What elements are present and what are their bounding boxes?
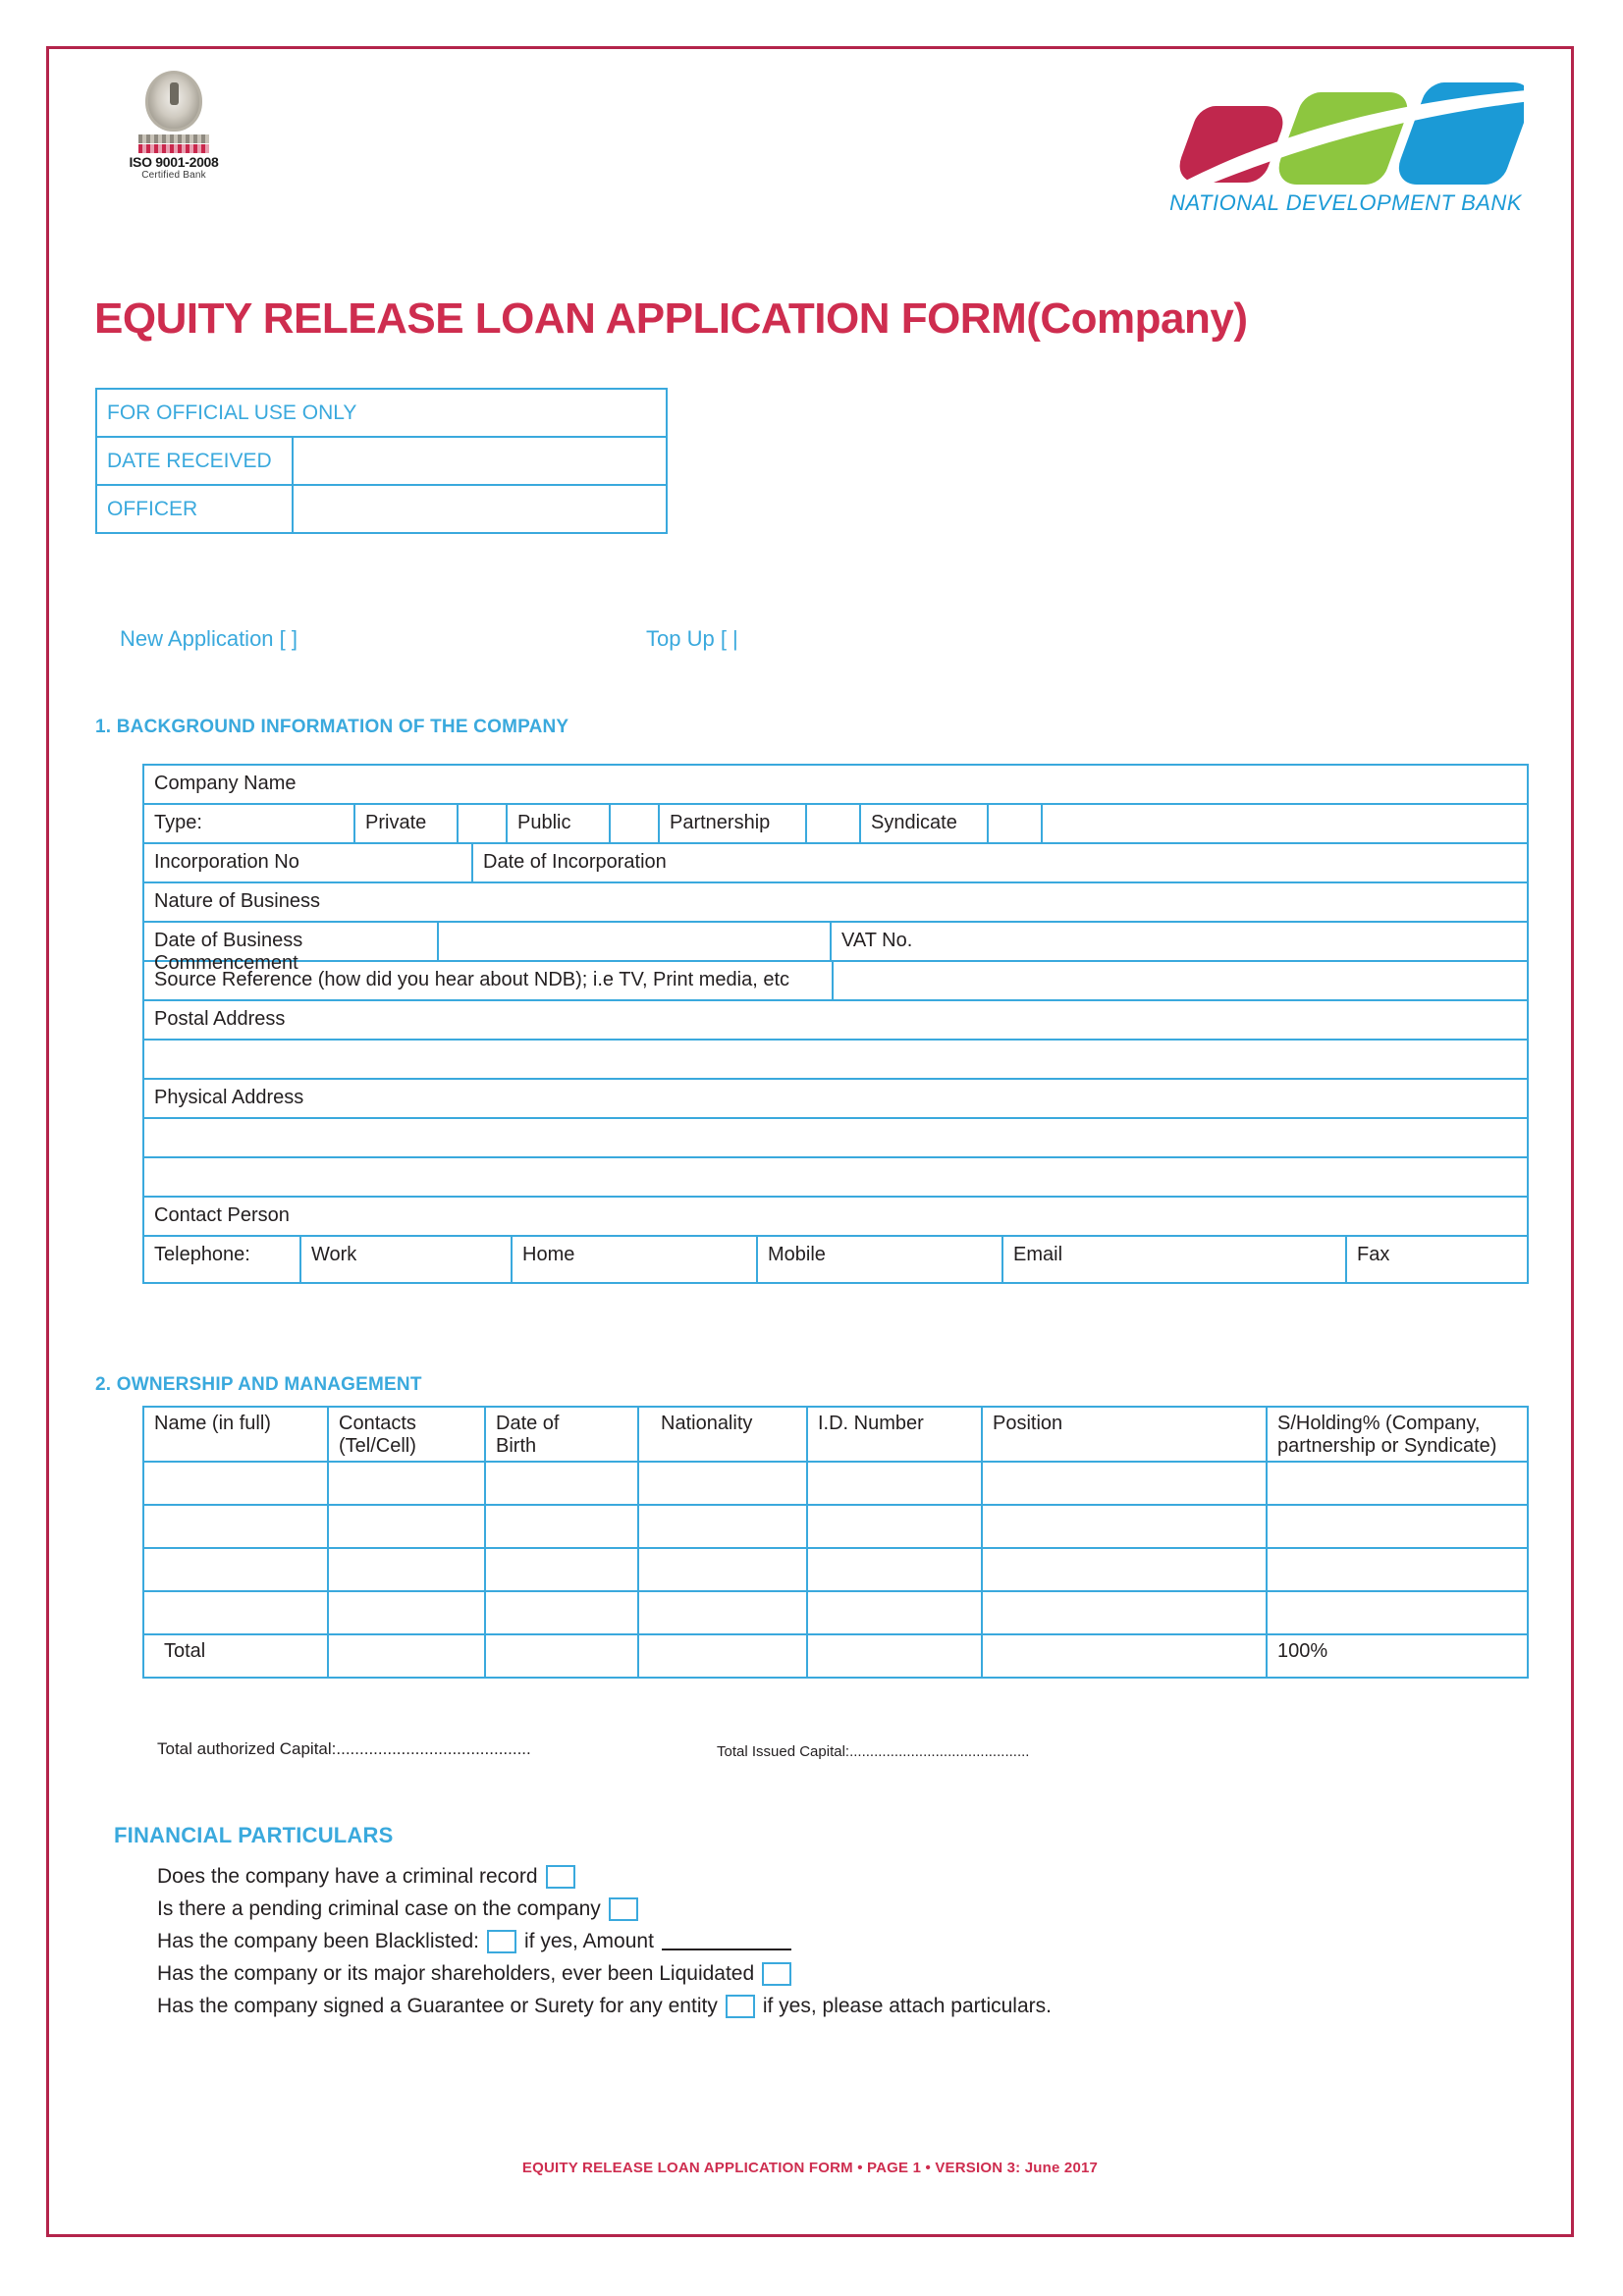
physical-address-input-1[interactable]: [144, 1119, 1527, 1156]
cell-holding[interactable]: [1268, 1463, 1527, 1504]
cell-holding[interactable]: [1268, 1592, 1527, 1633]
total-id-number: [808, 1635, 983, 1677]
guarantee-surety-label: Has the company signed a Guarantee or Surety for any entity: [157, 1995, 718, 2017]
official-use-box: [95, 388, 668, 534]
col-dob-header-line1: Date of: [496, 1413, 560, 1434]
type-partnership-checkbox[interactable]: [807, 805, 861, 842]
cell-dob[interactable]: [486, 1463, 639, 1504]
col-nationality-header: Nationality: [639, 1408, 808, 1461]
iso-bar-red: [138, 144, 209, 153]
telephone-label: Telephone:: [144, 1237, 301, 1282]
physical-address-label[interactable]: Physical Address: [154, 1087, 304, 1108]
type-private-checkbox[interactable]: [459, 805, 508, 842]
cell-position[interactable]: [983, 1592, 1268, 1633]
ownership-header-row: [144, 1408, 1527, 1463]
col-name-header: Name (in full): [144, 1408, 329, 1461]
total-issued-capital-field[interactable]: Total Issued Capital:............................................: [717, 1743, 1030, 1760]
cell-dob[interactable]: [486, 1592, 639, 1633]
total-dob: [486, 1635, 639, 1677]
date-of-incorporation-label[interactable]: Date of Incorporation: [483, 851, 667, 873]
section-ownership-heading: 2. OWNERSHIP AND MANAGEMENT: [95, 1374, 422, 1395]
col-contacts-header: [329, 1408, 486, 1461]
criminal-record-label: Does the company have a criminal record: [157, 1865, 538, 1888]
postal-address-label[interactable]: Postal Address: [154, 1008, 286, 1030]
pending-case-label: Is there a pending criminal case on the company: [157, 1897, 601, 1920]
col-dob-header: [486, 1408, 639, 1461]
date-received-input[interactable]: [294, 438, 666, 484]
date-received-row: [97, 438, 666, 486]
type-syndicate-label: Syndicate: [861, 805, 989, 842]
page-title: EQUITY RELEASE LOAN APPLICATION FORM(Company): [94, 294, 1248, 343]
telephone-home-label[interactable]: Home: [513, 1237, 758, 1282]
nature-of-business-label[interactable]: Nature of Business: [154, 890, 320, 912]
cell-position[interactable]: [983, 1506, 1268, 1547]
pending-case-question: [157, 1897, 1434, 1921]
table-row: [144, 1506, 1527, 1549]
blacklisted-question: [157, 1930, 1434, 1953]
total-holding-value: 100%: [1277, 1640, 1328, 1662]
total-contacts: [329, 1635, 486, 1677]
guarantee-surety-checkbox[interactable]: [726, 1995, 755, 2018]
col-contacts-header-line2: (Tel/Cell): [339, 1435, 416, 1457]
physical-address-line1-row: [144, 1119, 1527, 1158]
cell-name[interactable]: [144, 1463, 329, 1504]
iso-certified-label: Certified Bank: [141, 170, 206, 182]
cell-id-number[interactable]: [808, 1549, 983, 1590]
officer-row: [97, 486, 666, 534]
total-authorized-capital-field[interactable]: Total authorized Capital:..........................................: [157, 1739, 531, 1758]
type-syndicate-checkbox[interactable]: [989, 805, 1043, 842]
cell-dob[interactable]: [486, 1549, 639, 1590]
bank-logo-mark-icon: [1178, 69, 1524, 187]
cell-holding[interactable]: [1268, 1506, 1527, 1547]
postal-address-input[interactable]: [144, 1041, 1527, 1078]
postal-address-line-row: [144, 1041, 1527, 1080]
table-row: [144, 1549, 1527, 1592]
officer-label: OFFICER: [97, 486, 294, 532]
section-financial-heading: FINANCIAL PARTICULARS: [114, 1823, 394, 1847]
liquidated-question: [157, 1962, 1434, 1986]
ownership-management-table: [142, 1406, 1529, 1679]
incorporation-row: [144, 844, 1527, 883]
postal-address-row: [144, 1001, 1527, 1041]
cell-nationality[interactable]: [639, 1506, 808, 1547]
iso-bar-grey: [138, 134, 209, 143]
type-private-label: Private: [355, 805, 459, 842]
business-commencement-row: [144, 923, 1527, 974]
liquidated-checkbox[interactable]: [762, 1962, 791, 1986]
criminal-record-checkbox[interactable]: [546, 1865, 575, 1889]
cell-nationality[interactable]: [639, 1549, 808, 1590]
incorporation-no-label[interactable]: Incorporation No: [144, 844, 473, 881]
company-type-row: [144, 805, 1527, 844]
iso-standard-label: ISO 9001-2008: [129, 154, 219, 170]
iso-seal-icon: [145, 71, 202, 132]
company-type-label: Type:: [144, 805, 355, 842]
officer-input[interactable]: [294, 486, 666, 532]
cell-nationality[interactable]: [639, 1592, 808, 1633]
source-reference-input[interactable]: [834, 962, 1527, 999]
guarantee-surety-note: if yes, please attach particulars.: [762, 1995, 1052, 2017]
cell-position[interactable]: [983, 1463, 1268, 1504]
telephone-email-label[interactable]: Email: [1003, 1237, 1347, 1282]
contact-person-label[interactable]: Contact Person: [154, 1204, 290, 1226]
col-holding-header: [1268, 1408, 1527, 1461]
telephone-work-label[interactable]: Work: [301, 1237, 513, 1282]
telephone-mobile-label[interactable]: Mobile: [758, 1237, 1003, 1282]
total-position: [983, 1635, 1268, 1677]
telephone-row: [144, 1237, 1527, 1284]
cell-dob[interactable]: [486, 1506, 639, 1547]
nature-of-business-row: [144, 883, 1527, 923]
cell-contacts[interactable]: [329, 1549, 486, 1590]
ownership-total-row: [144, 1635, 1527, 1679]
vat-no-label[interactable]: VAT No.: [841, 930, 913, 951]
date-received-label: DATE RECEIVED: [97, 438, 294, 484]
cell-contacts[interactable]: [329, 1506, 486, 1547]
col-holding-header-line1: S/Holding% (Company,: [1277, 1413, 1481, 1434]
pending-case-checkbox[interactable]: [609, 1897, 638, 1921]
company-information-table: [142, 764, 1529, 1284]
section-background-heading: 1. BACKGROUND INFORMATION OF THE COMPANY: [95, 717, 569, 737]
cell-name[interactable]: [144, 1592, 329, 1633]
cell-id-number[interactable]: [808, 1463, 983, 1504]
physical-address-row: [144, 1080, 1527, 1119]
table-row: [144, 1592, 1527, 1635]
bank-logo: [1151, 69, 1524, 245]
col-dob-header-line2: Birth: [496, 1435, 537, 1457]
cell-name[interactable]: [144, 1549, 329, 1590]
logo-blade-blue: [1391, 82, 1524, 185]
blacklisted-label: Has the company been Blacklisted:: [157, 1930, 480, 1952]
type-partnership-label: Partnership: [660, 805, 807, 842]
date-of-commencement-label: Date of Business Commencement: [144, 923, 439, 960]
blacklisted-amount-input[interactable]: [662, 1934, 791, 1950]
bank-name-label: NATIONAL DEVELOPMENT BANK: [1169, 190, 1522, 215]
physical-address-line2-row: [144, 1158, 1527, 1198]
page-footer: EQUITY RELEASE LOAN APPLICATION FORM • PAGE 1 • VERSION 3: June 2017: [521, 2160, 1099, 2176]
liquidated-label: Has the company or its major shareholders, ever been Liquidated: [157, 1962, 755, 1985]
col-position-header: Position: [983, 1408, 1268, 1461]
iso-certification-logo: [120, 71, 228, 182]
source-reference-row: [144, 962, 1527, 1001]
guarantee-surety-question: [157, 1995, 1434, 2018]
cell-holding[interactable]: [1268, 1549, 1527, 1590]
cell-position[interactable]: [983, 1549, 1268, 1590]
criminal-record-question: [157, 1865, 1434, 1889]
cell-nationality[interactable]: [639, 1463, 808, 1504]
page-frame: [46, 46, 1574, 2237]
logo-blade-green: [1271, 92, 1415, 185]
official-use-heading: FOR OFFICIAL USE ONLY: [107, 400, 357, 424]
type-public-checkbox[interactable]: [611, 805, 660, 842]
physical-address-input-2[interactable]: [144, 1158, 1527, 1196]
company-name-row: [144, 766, 1527, 805]
cell-contacts[interactable]: [329, 1592, 486, 1633]
blacklisted-checkbox[interactable]: [487, 1930, 516, 1953]
table-row: [144, 1463, 1527, 1506]
company-name-label[interactable]: Company Name: [154, 773, 297, 794]
cell-id-number[interactable]: [808, 1592, 983, 1633]
date-of-commencement-input[interactable]: [439, 923, 832, 960]
type-extra-cell[interactable]: [1043, 805, 1527, 842]
total-nationality: [639, 1635, 808, 1677]
col-id-number-header: I.D. Number: [808, 1408, 983, 1461]
col-holding-header-line2: partnership or Syndicate): [1277, 1435, 1497, 1457]
blacklisted-amount-label: if yes, Amount: [524, 1930, 654, 1952]
col-contacts-header-line1: Contacts: [339, 1413, 416, 1434]
official-use-heading-row: [97, 390, 666, 438]
top-up-option[interactable]: Top Up [ |: [646, 626, 738, 651]
telephone-fax-label[interactable]: Fax: [1357, 1244, 1390, 1265]
cell-contacts[interactable]: [329, 1463, 486, 1504]
logo-blade-red: [1178, 106, 1290, 183]
source-reference-label: Source Reference (how did you hear about NDB); i.e TV, Print media, etc: [144, 962, 834, 999]
cell-name[interactable]: [144, 1506, 329, 1547]
total-label: Total: [144, 1635, 329, 1677]
cell-id-number[interactable]: [808, 1506, 983, 1547]
new-application-option[interactable]: New Application [ ]: [120, 626, 298, 651]
financial-particulars-list: [157, 1865, 1434, 2027]
contact-person-row: [144, 1198, 1527, 1237]
type-public-label: Public: [508, 805, 611, 842]
